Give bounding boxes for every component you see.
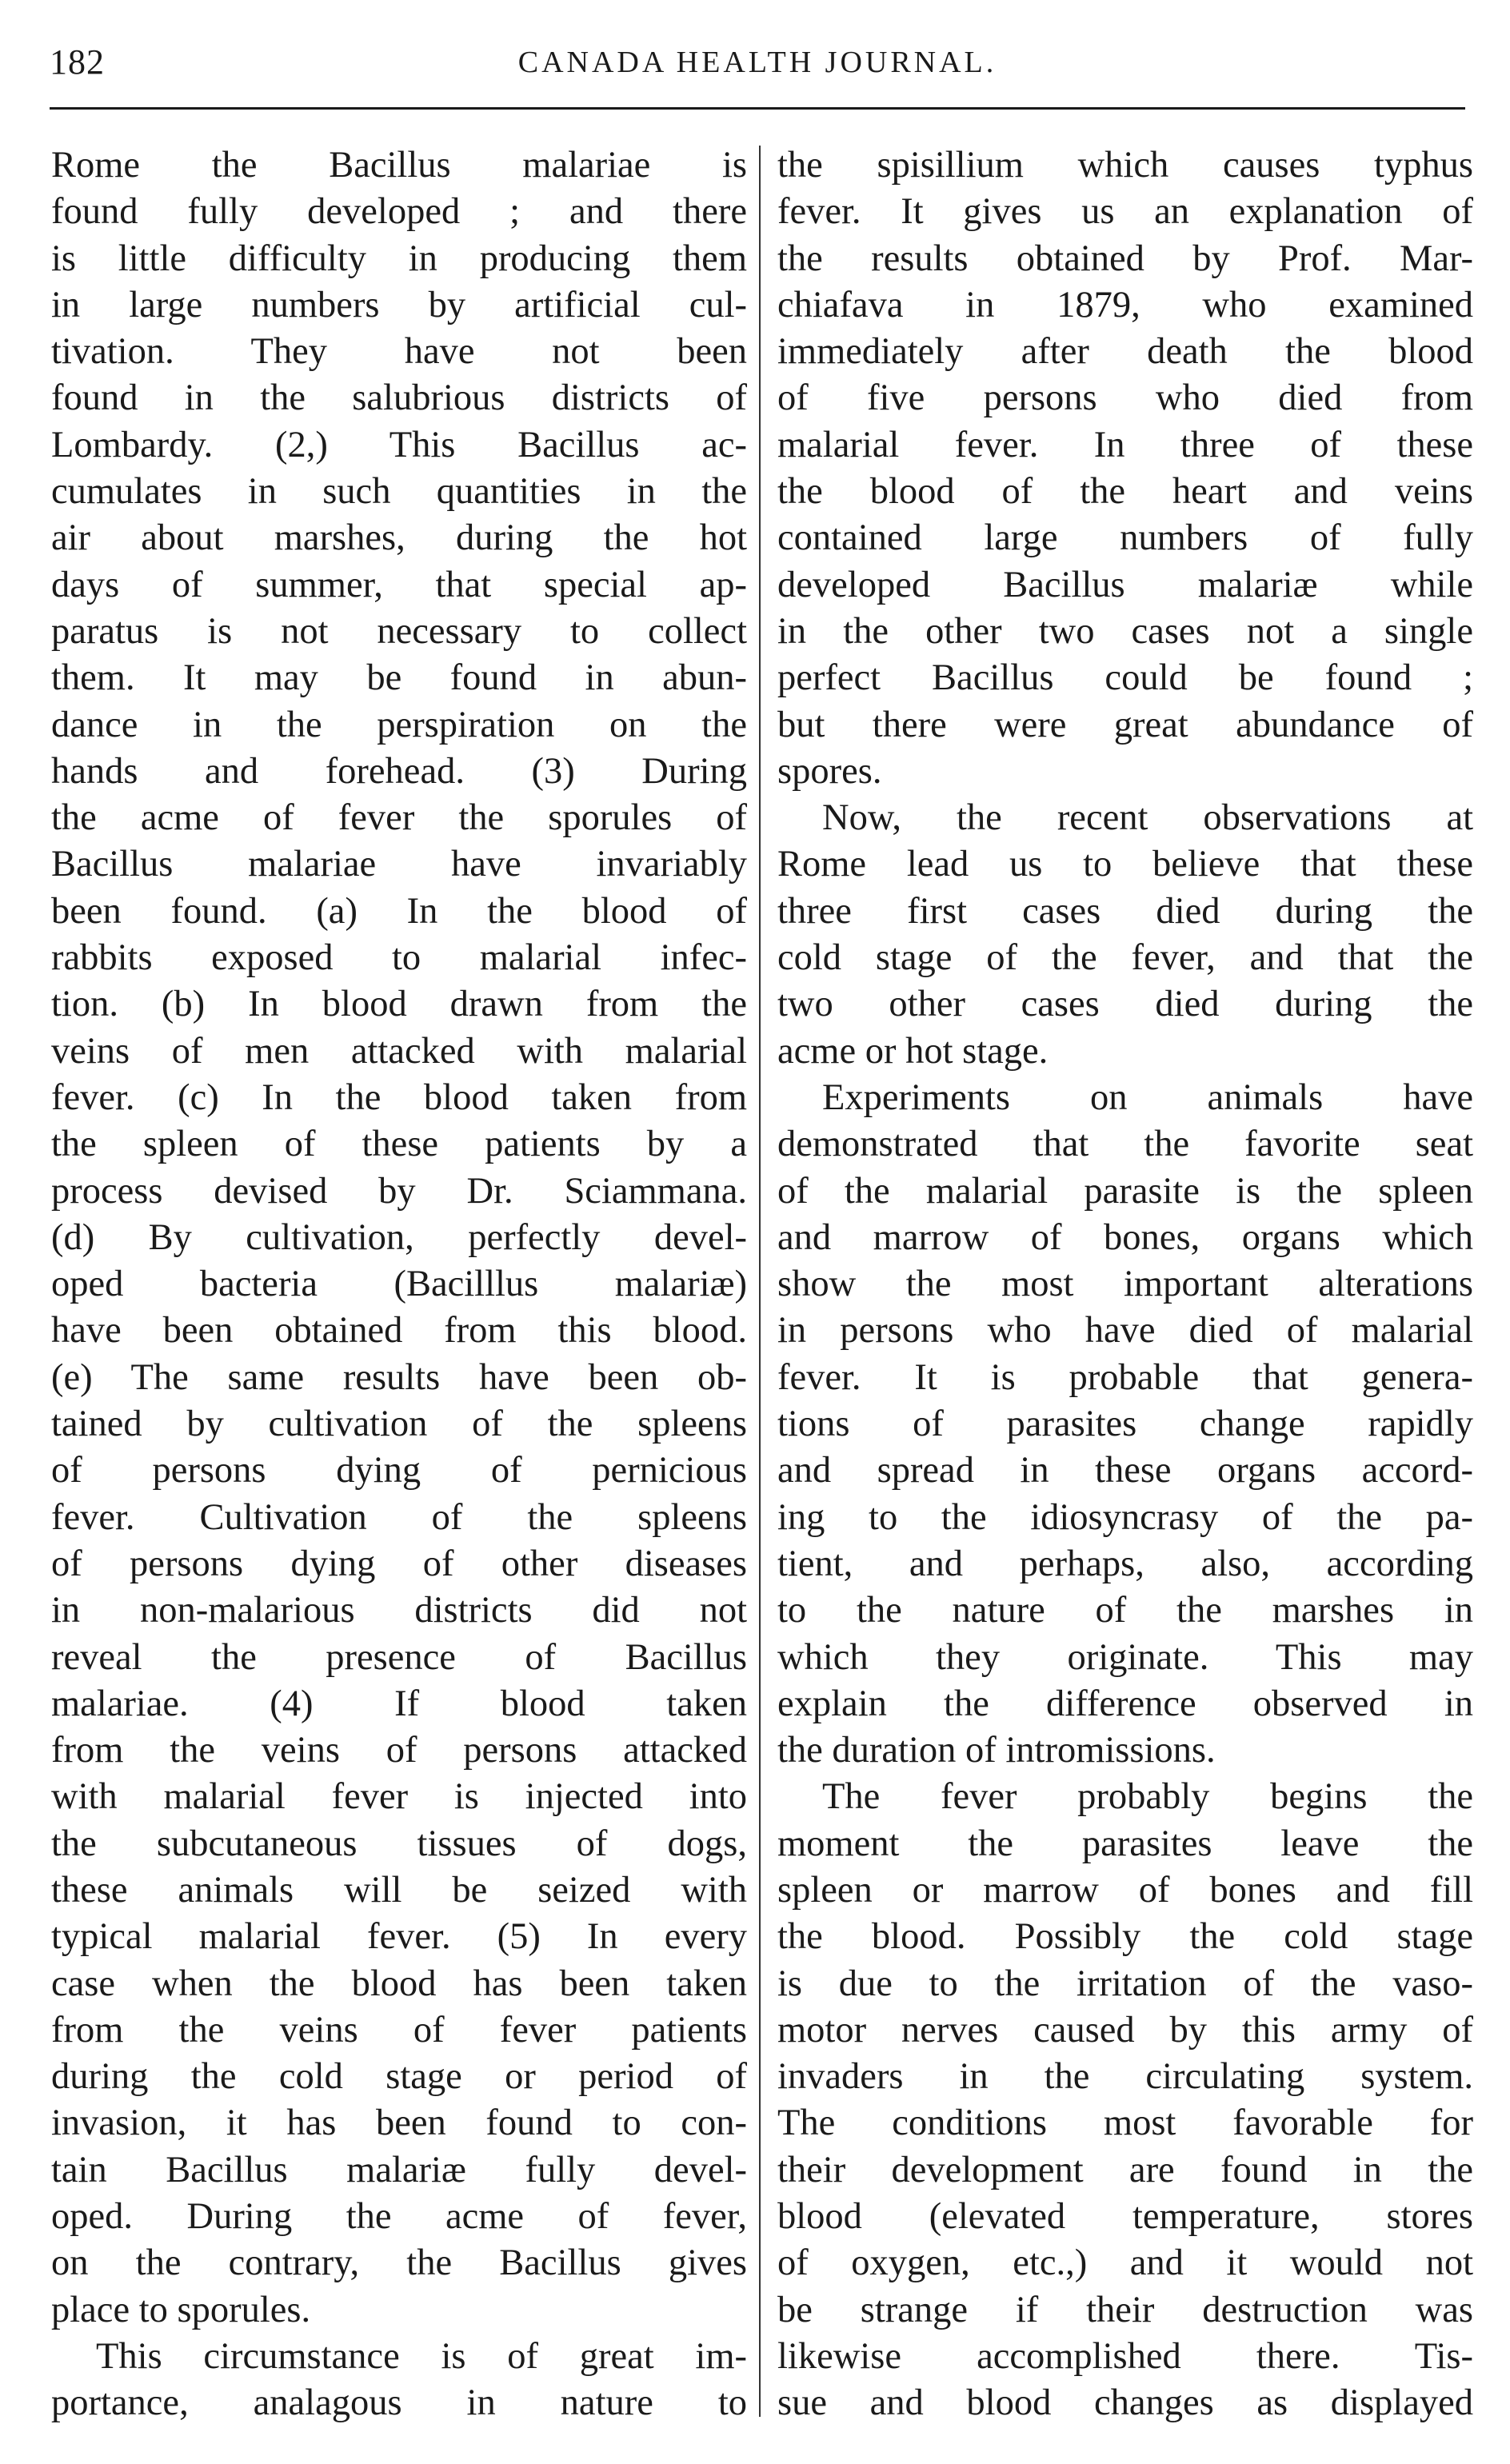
text-line: in the other two cases not a single (777, 610, 1473, 652)
text-line: place to sporules. (51, 2289, 311, 2330)
text-line: two other cases died during the (777, 984, 1473, 1025)
text-line: developed Bacillus malariæ while (777, 564, 1473, 605)
text-line: demonstrated that the favorite seat (777, 1124, 1473, 1165)
text-line: dance in the perspiration on the (51, 704, 747, 745)
text-line: rabbits exposed to malarial infec- (51, 937, 747, 979)
page-header (50, 42, 1465, 98)
text-line: Rome lead us to believe that these (777, 844, 1473, 885)
text-line: during the cold stage or period of (51, 2056, 747, 2098)
text-line: chiafava in 1879, who examined (777, 284, 1473, 325)
text-line: Experiments on animals have (822, 1076, 1473, 1118)
text-line: ing to the idiosyncrasy of the pa- (777, 1496, 1473, 1538)
text-line: motor nerves caused by this army of (777, 2009, 1473, 2051)
text-line: in persons who have died of malarial (777, 1310, 1473, 1352)
text-line: have been obtained from this blood. (51, 1310, 747, 1352)
text-line: which they originate. This may (777, 1636, 1473, 1678)
text-line: invaders in the circulating system. (777, 2056, 1473, 2098)
text-line: cold stage of the fever, and that the (777, 937, 1473, 979)
text-line: these animals will be seized with (51, 1869, 747, 1911)
text-line: on the contrary, the Bacillus gives (51, 2242, 747, 2284)
text-line: immediately after death the blood (777, 331, 1473, 373)
text-line: air about marshes, during the hot (51, 517, 747, 559)
text-line: likewise accomplished there. Tis- (777, 2335, 1473, 2377)
text-line: the spisillium which causes typhus (777, 145, 1473, 186)
text-line: and marrow of bones, organs which (777, 1216, 1473, 1258)
running-title: CANADA HEALTH JOURNAL. (517, 46, 997, 79)
text-line: oped bacteria (Bacilllus malariæ) (51, 1264, 747, 1305)
text-line: of the malarial parasite is the spleen (777, 1170, 1473, 1212)
text-line: typical malarial fever. (5) In every (51, 1916, 747, 1958)
text-line: the duration of intromissions. (777, 1730, 1216, 1771)
text-line: hands and forehead. (3) During (51, 750, 747, 792)
text-line: with malarial fever is injected into (51, 1776, 747, 1818)
text-line: of five persons who died from (777, 377, 1473, 419)
text-line: be strange if their destruction was (777, 2289, 1473, 2330)
text-line: is due to the irritation of the vaso- (777, 1963, 1473, 2004)
text-line: of oxygen, etc.,) and it would not (777, 2242, 1473, 2284)
text-line: fever. Cultivation of the spleens (51, 1496, 747, 1538)
header-rule (50, 107, 1465, 110)
text-line: acme or hot stage. (777, 1030, 1049, 1072)
text-line: moment the parasites leave the (777, 1823, 1473, 1864)
text-line: blood (elevated temperature, stores (777, 2196, 1473, 2238)
text-line: the acme of fever the sporules of (51, 797, 747, 839)
text-line: oped. During the acme of fever, (51, 2196, 747, 2238)
text-line: tion. (b) In blood drawn from the (51, 984, 747, 1025)
text-line: cumulates in such quantities in the (51, 471, 747, 513)
right-column (777, 142, 1473, 2427)
text-line: the blood of the heart and veins (777, 471, 1473, 513)
text-line: tions of parasites change rapidly (777, 1404, 1473, 1445)
text-line: spleen or marrow of bones and fill (777, 1869, 1473, 1911)
text-line: the subcutaneous tissues of dogs, (51, 1823, 747, 1864)
text-line: from the veins of persons attacked (51, 1730, 747, 1771)
text-line: the blood. Possibly the cold stage (777, 1916, 1473, 1958)
text-line: veins of men attacked with malarial (51, 1030, 747, 1072)
text-line: case when the blood has been taken (51, 1963, 747, 2004)
text-line: in non-malarious districts did not (51, 1590, 747, 1631)
text-line: tained by cultivation of the spleens (51, 1404, 747, 1445)
text-line: them. It may be found in abun- (51, 657, 747, 699)
text-line: fever. (c) In the blood taken from (51, 1076, 747, 1118)
text-line: (e) The same results have been ob- (51, 1356, 747, 1398)
text-line: show the most important alterations (777, 1264, 1473, 1305)
text-line: malarial fever. In three of these (777, 424, 1473, 465)
text-line: reveal the presence of Bacillus (51, 1636, 747, 1678)
text-line: tivation. They have not been (51, 331, 747, 373)
text-line: The conditions most favorable for (777, 2103, 1473, 2144)
text-line: fever. It gives us an explanation of (777, 191, 1473, 233)
text-line: malariae. (4) If blood taken (51, 1683, 747, 1724)
text-line: is little difficulty in producing them (51, 238, 747, 279)
text-line: Now, the recent observations at (822, 797, 1473, 839)
text-line: three first cases died during the (777, 890, 1473, 932)
text-line: days of summer, that special ap- (51, 564, 747, 605)
text-line: the results obtained by Prof. Mar- (777, 238, 1473, 279)
text-line: portance, analagous in nature to (51, 2382, 747, 2424)
text-line: to the nature of the marshes in (777, 1590, 1473, 1631)
text-line: contained large numbers of fully (777, 517, 1473, 559)
text-line: from the veins of fever patients (51, 2009, 747, 2051)
text-line: (d) By cultivation, perfectly devel- (51, 1216, 747, 1258)
text-line: fever. It is probable that genera- (777, 1356, 1473, 1398)
text-line: been found. (a) In the blood of (51, 890, 747, 932)
text-line: Lombardy. (2,) This Bacillus ac- (51, 424, 747, 465)
text-line: their development are found in the (777, 2149, 1473, 2190)
text-line: explain the difference observed in (777, 1683, 1473, 1724)
text-line: and spread in these organs accord- (777, 1450, 1473, 1492)
text-line: found fully developed ; and there (51, 191, 747, 233)
text-line: tain Bacillus malariæ fully devel- (51, 2149, 747, 2190)
column-divider (759, 146, 761, 2417)
text-line: in large numbers by artificial cul- (51, 284, 747, 325)
text-line: Rome the Bacillus malariae is (51, 145, 747, 186)
text-line: of persons dying of other diseases (51, 1543, 747, 1584)
text-line: found in the salubrious districts of (51, 377, 747, 419)
text-line: sue and blood changes as displayed (777, 2382, 1473, 2424)
text-line: This circumstance is of great im- (96, 2335, 747, 2377)
text-line: of persons dying of pernicious (51, 1450, 747, 1492)
text-line: Bacillus malariae have invariably (51, 844, 747, 885)
page-number: 182 (50, 42, 105, 82)
text-line: perfect Bacillus could be found ; (777, 657, 1473, 699)
text-line: process devised by Dr. Sciammana. (51, 1170, 747, 1212)
text-line: but there were great abundance of (777, 704, 1473, 745)
text-line: tient, and perhaps, also, according (777, 1543, 1473, 1584)
text-line: the spleen of these patients by a (51, 1124, 747, 1165)
left-column (51, 142, 747, 2427)
text-line: invasion, it has been found to con- (51, 2103, 747, 2144)
text-line: The fever probably begins the (822, 1776, 1473, 1818)
text-line: spores. (777, 750, 882, 792)
text-line: paratus is not necessary to collect (51, 610, 747, 652)
